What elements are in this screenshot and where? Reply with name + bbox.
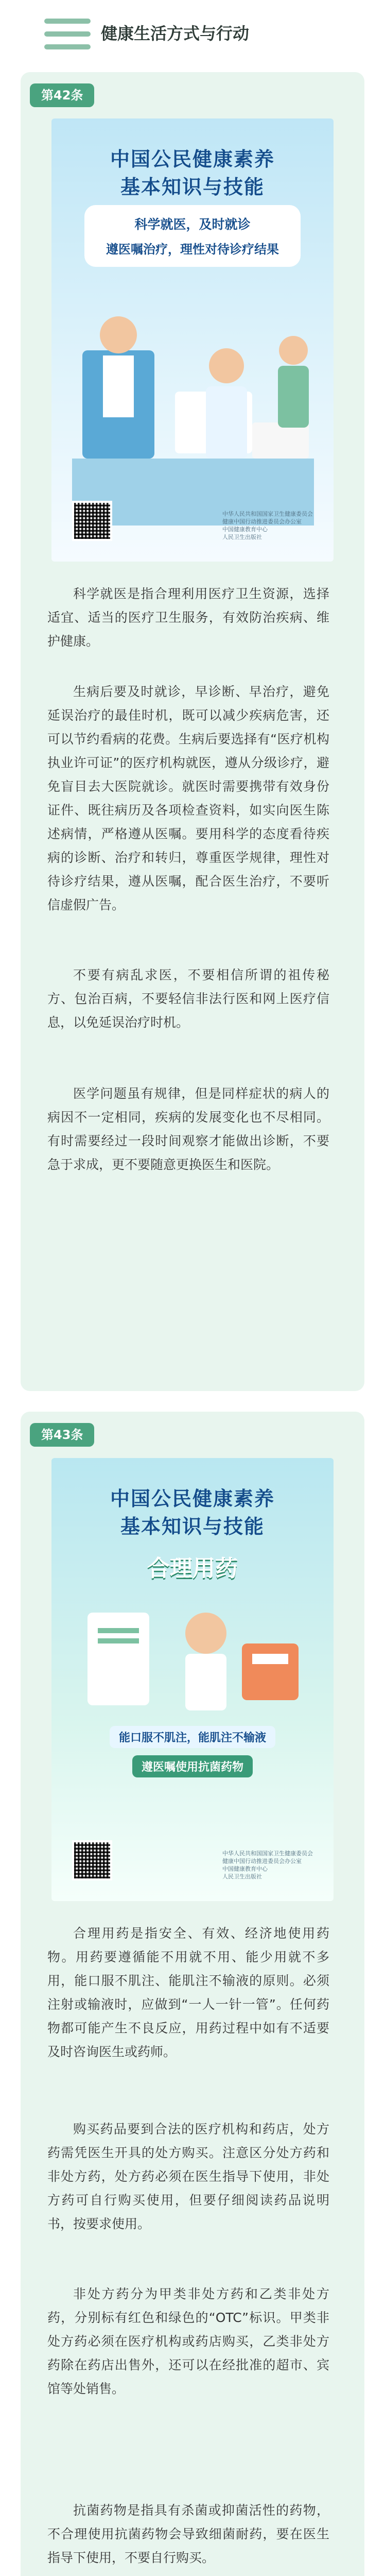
poster-subtitle-box	[84, 1726, 301, 1783]
qr-code	[72, 501, 112, 541]
paragraph: 科学就医是指合理利用医疗卫生资源，选择适宜、适当的医疗卫生服务，有效防治疾病、维护健康。	[47, 586, 329, 649]
footnote-line: 健康中国行动推进委员会办公室	[222, 518, 302, 525]
paragraph: 不要有病乱求医，不要相信所谓的祖传秘方、包治百病，不要轻信非法行医和网上医疗信息，以免延误治疗时机。	[47, 968, 329, 1030]
footnote-line: 中国健康教育中心	[222, 526, 268, 533]
poster-subtitle-line2: 能口服不肌注，能肌注不输液	[110, 1726, 275, 1748]
poster-title-line2: 基本知识与技能	[120, 176, 265, 198]
paragraph: 医学问题虽有规律，但是同样症状的病人的病因不一定相同，疾病的发展变化也不尽相同。有时需要经过一段时间观察才能做出诊断，不要急于求成，更不要随意更换医生和医院。	[47, 1086, 329, 1172]
paragraph: 购买药品要到合法的医疗机构和药店，处方药需凭医生开具的处方购买。注意区分处方药和非处方药，处方药必须在医生指导下使用，非处方药可自行购买使用，但要仔细阅读药品说明书，按要求使用。	[47, 2122, 329, 2231]
poster-subtitle-line3: 遵医嘱使用抗菌药物	[132, 1755, 253, 1777]
paragraph: 生病后要及时就诊，早诊断、早治疗，避免延误治疗的最佳时机，既可以减少疾病危害，还可以节约看病的花费。生病后要选择有“医疗机构执业许可证”的医疗机构就医，遵从分级诊疗，避免盲目去大医院就诊。就医时需要携带有效身份证件、既往病历及各项检查资料，如实向医生陈述病情，严格遵从医嘱。要用科学的态度看待疾病的诊断、治疗和转归，尊重医学规律，理性对待诊疗结果，遵从医嘱，配合医生治疗，不要听信虚假广告。	[47, 684, 329, 912]
footnote-line: 中国健康教育中心	[222, 1866, 268, 1872]
poster-footnote	[222, 1850, 325, 1880]
header-title: 健康生活方式与行动	[101, 24, 250, 43]
poster-footnote	[222, 510, 325, 541]
poster-43	[51, 1458, 334, 1901]
poster-title-line2: 基本知识与技能	[120, 1515, 265, 1538]
poster-subtitle-box	[84, 205, 301, 267]
section-badge: 第43条	[30, 1423, 94, 1447]
section-badge: 第42条	[30, 83, 94, 107]
header	[0, 0, 385, 62]
paragraph: 非处方药分为甲类非处方药和乙类非处方药，分别标有红色和绿色的“OTC”标识。甲类非处方药必须在医疗机构或药店购买，乙类非处方药除在药店出售外，还可以在经批准的超市、宾馆等处销售。	[47, 2286, 329, 2396]
medicine-illustration	[72, 1592, 314, 1726]
doctor-illustration	[72, 289, 314, 526]
poster-title-line1: 中国公民健康素养	[110, 1487, 275, 1510]
footnote-line: 人民卫生出版社	[222, 1873, 262, 1880]
paragraph: 合理用药是指安全、有效、经济地使用药物。用药要遵循能不用就不用、能少用就不多用，能口服不肌注、能肌注不输液的原则。必须注射或输液时，应做到“一人一针一管”。任何药物都可能产生不良反应，用药过程中如有不适要及时咨询医生或药师。	[47, 1926, 329, 2059]
footnote-line: 人民卫生出版社	[222, 534, 262, 540]
footnote-line: 中华人民共和国国家卫生健康委员会	[222, 1850, 313, 1857]
footnote-line: 中华人民共和国国家卫生健康委员会	[222, 511, 313, 517]
poster-42	[51, 118, 334, 562]
menu-icon[interactable]	[44, 19, 91, 49]
poster-title-line1: 中国公民健康素养	[110, 148, 275, 171]
poster-subtitle-line1: 科学就医，及时就诊	[134, 217, 251, 232]
poster-subtitle-line2: 遵医嘱治疗，理性对待诊疗结果	[106, 242, 279, 257]
poster-subtitle-line1: 合理用药	[147, 1555, 238, 1582]
qr-code	[72, 1840, 112, 1880]
paragraph: 抗菌药物是指具有杀菌或抑菌活性的药物，不合理使用抗菌药物会导致细菌耐药，要在医生指导下使用，不要自行购买。	[47, 2503, 329, 2565]
footnote-line: 健康中国行动推进委员会办公室	[222, 1858, 302, 1865]
